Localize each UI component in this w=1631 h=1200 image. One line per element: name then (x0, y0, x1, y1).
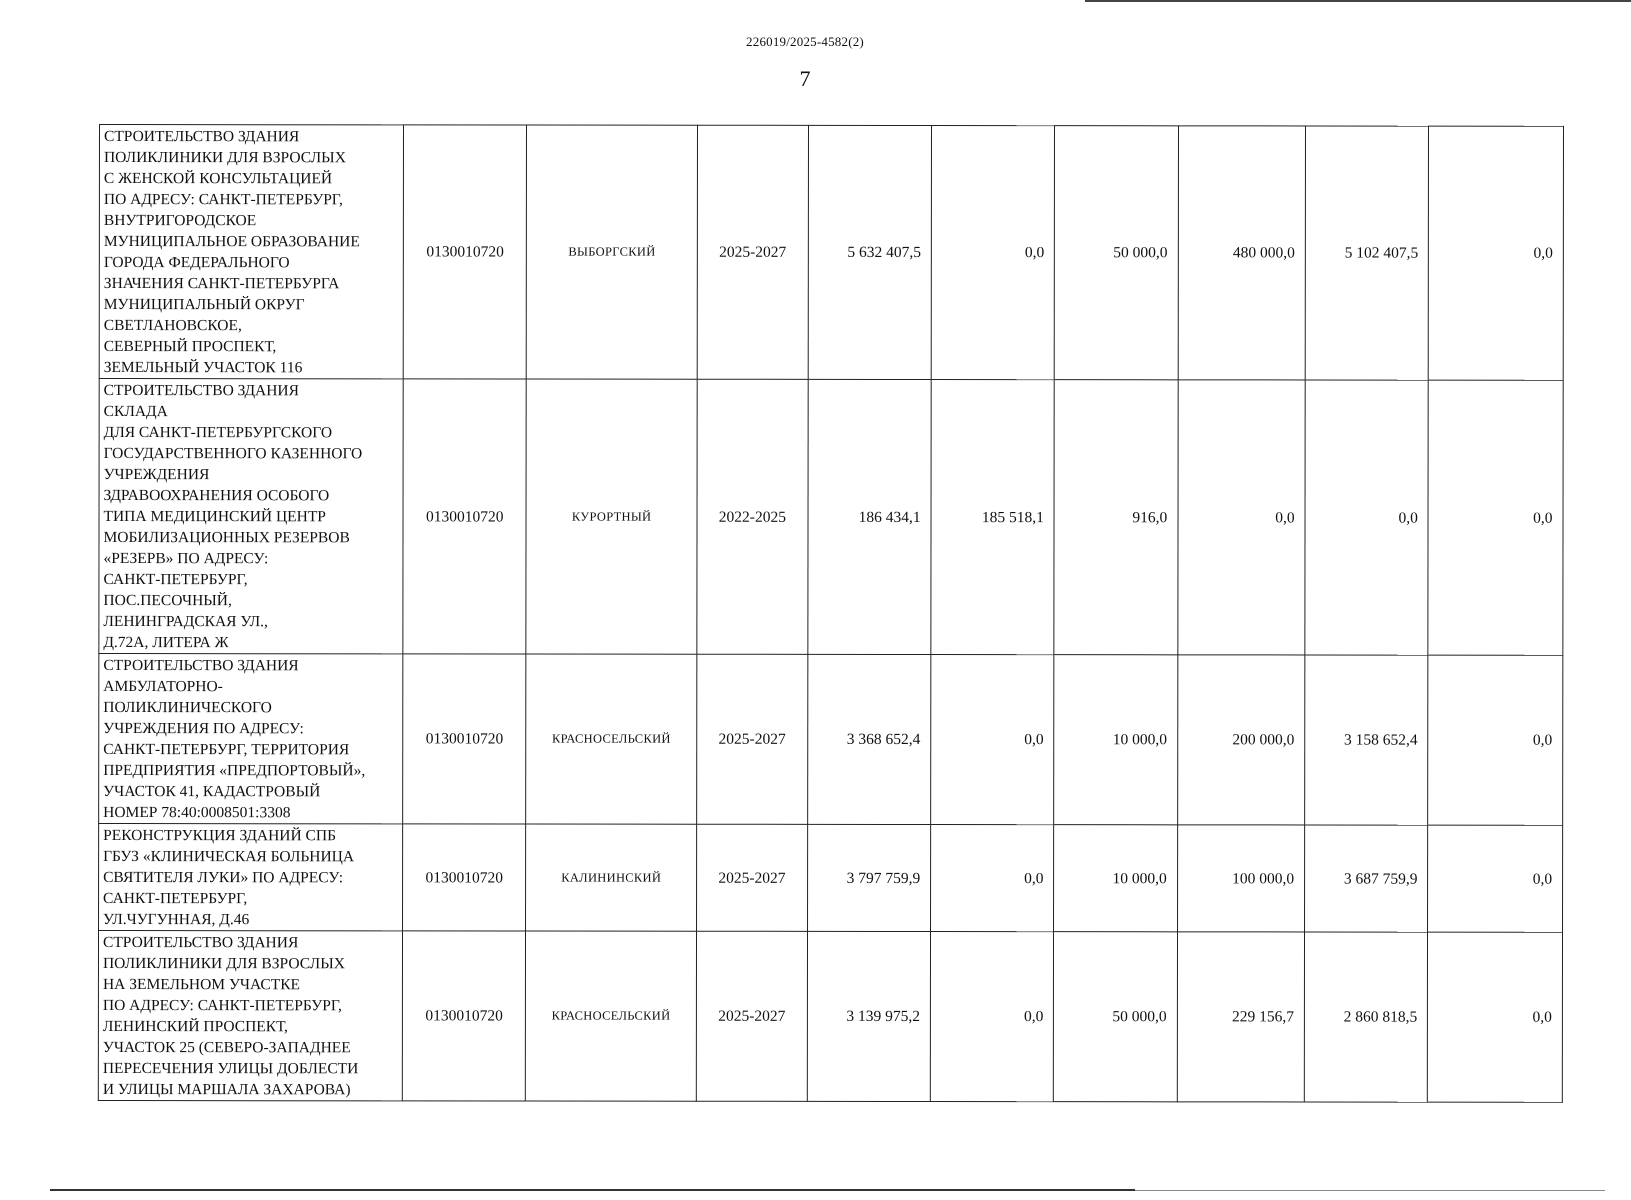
amount-col-3-cell: 480 000,0 (1178, 126, 1306, 380)
total-amount-cell: 186 434,1 (808, 379, 932, 654)
district-cell: КРАСНОСЕЛЬСКИЙ (526, 931, 697, 1101)
table-row (99, 824, 1563, 933)
amount-col-1-cell: 0,0 (931, 655, 1054, 825)
amount-col-2-cell: 10 000,0 (1054, 825, 1177, 932)
footer-divider (50, 1189, 1135, 1191)
amount-col-5-cell: 0,0 (1429, 126, 1564, 380)
amount-col-4-cell: 3 158 652,4 (1305, 655, 1428, 825)
amount-col-4-cell: 0,0 (1305, 380, 1429, 655)
table-body (98, 125, 1563, 1103)
project-name-cell: СТРОИТЕЛЬСТВО ЗДАНИЯ АМБУЛАТОРНО- ПОЛИКЛИНИЧЕСКОГО УЧРЕЖДЕНИЯ ПО АДРЕСУ: САНКТ-ПЕТЕРБУРГ, ТЕРРИТОРИЯ ПРЕДПРИЯТИЯ «ПРЕДПОРТОВЫЙ», УЧАСТОК 41, КАДАСТРОВЫЙ НОМЕР 78:40:0008501:3308 (99, 654, 403, 824)
period-cell: 2022-2025 (697, 379, 808, 654)
amount-col-4-cell: 3 687 759,9 (1305, 825, 1428, 932)
amount-col-5-cell: 0,0 (1428, 825, 1563, 932)
total-amount-cell: 3 368 652,4 (808, 654, 931, 824)
budget-code-cell: 0130010720 (403, 654, 526, 824)
total-amount-cell: 3 797 759,9 (807, 824, 930, 931)
amount-col-1-cell: 185 518,1 (931, 380, 1055, 655)
table-row (99, 379, 1563, 656)
amount-col-5-cell: 0,0 (1428, 380, 1563, 655)
table-row (98, 931, 1562, 1103)
total-amount-cell: 3 139 975,2 (807, 931, 930, 1101)
scan-top-line (1085, 0, 1631, 2)
budget-code-cell: 0130010720 (403, 824, 526, 931)
amount-col-2-cell: 50 000,0 (1055, 126, 1179, 380)
amount-col-3-cell: 229 156,7 (1177, 932, 1305, 1102)
period-cell: 2025-2027 (696, 931, 807, 1101)
district-cell: КУРОРТНЫЙ (526, 379, 697, 654)
budget-code-cell: 0130010720 (402, 931, 525, 1101)
page-number: 7 (799, 66, 811, 91)
project-name-cell: СТРОИТЕЛЬСТВО ЗДАНИЯ СКЛАДА ДЛЯ САНКТ-ПЕТЕРБУРГСКОГО ГОСУДАРСТВЕННОГО КАЗЕННОГО УЧРЕЖДЕНИЯ ЗДРАВООХРАНЕНИЯ ОСОБОГО ТИПА МЕДИЦИНСКИЙ ЦЕНТР МОБИЛИЗАЦИОННЫХ РЕЗЕРВОВ «РЕЗЕРВ» ПО АДРЕСУ: САНКТ-ПЕТЕРБУРГ, ПОС.ПЕСОЧНЫЙ, ЛЕНИНГРАДСКАЯ УЛ., Д.72А, ЛИТЕРА Ж (99, 379, 403, 654)
period-cell: 2025-2027 (697, 125, 808, 379)
amount-col-1-cell: 0,0 (931, 126, 1055, 380)
amount-col-1-cell: 0,0 (931, 825, 1054, 932)
footer-divider-faint (1135, 1190, 1605, 1191)
amount-col-2-cell: 50 000,0 (1054, 932, 1177, 1102)
total-amount-cell: 5 632 407,5 (808, 125, 932, 379)
budget-code-cell: 0130010720 (403, 125, 527, 379)
budget-code-cell: 0130010720 (403, 379, 527, 654)
budget-table-container (99, 124, 1564, 1101)
project-name-cell: СТРОИТЕЛЬСТВО ЗДАНИЯ ПОЛИКЛИНИКИ ДЛЯ ВЗРОСЛЫХ НА ЗЕМЕЛЬНОМ УЧАСТКЕ ПО АДРЕСУ: САНКТ-ПЕТЕРБУРГ, ЛЕНИНСКИЙ ПРОСПЕКТ, УЧАСТОК 25 (СЕВЕРО-ЗАПАДНЕЕ ПЕРЕСЕЧЕНИЯ УЛИЦЫ ДОБЛЕСТИ И УЛИЦЫ МАРШАЛА ЗАХАРОВА) (98, 931, 402, 1101)
amount-col-5-cell: 0,0 (1428, 932, 1563, 1102)
amount-col-2-cell: 916,0 (1054, 380, 1178, 655)
district-cell: КАЛИНИНСКИЙ (526, 824, 697, 931)
amount-col-1-cell: 0,0 (930, 932, 1053, 1102)
amount-col-4-cell: 5 102 407,5 (1305, 126, 1429, 380)
district-cell: КРАСНОСЕЛЬСКИЙ (526, 654, 697, 824)
amount-col-5-cell: 0,0 (1428, 655, 1563, 825)
amount-col-3-cell: 0,0 (1178, 380, 1306, 655)
amount-col-2-cell: 10 000,0 (1054, 655, 1177, 825)
table-row (99, 654, 1563, 826)
amount-col-3-cell: 100 000,0 (1177, 825, 1305, 932)
district-cell: ВЫБОРГСКИЙ (527, 125, 698, 379)
amount-col-3-cell: 200 000,0 (1177, 655, 1305, 825)
budget-table (98, 124, 1564, 1103)
table-row (99, 125, 1563, 381)
document-number: 226019/2025-4582(2) (746, 34, 864, 49)
amount-col-4-cell: 2 860 818,5 (1304, 932, 1427, 1102)
period-cell: 2025-2027 (697, 654, 808, 824)
project-name-cell: СТРОИТЕЛЬСТВО ЗДАНИЯ ПОЛИКЛИНИКИ ДЛЯ ВЗРОСЛЫХ С ЖЕНСКОЙ КОНСУЛЬТАЦИЕЙ ПО АДРЕСУ: САНКТ-ПЕТЕРБУРГ, ВНУТРИГОРОДСКОЕ МУНИЦИПАЛЬНОЕ ОБРАЗОВАНИЕ ГОРОДА ФЕДЕРАЛЬНОГО ЗНАЧЕНИЯ САНКТ-ПЕТЕРБУРГА МУНИЦИПАЛЬНЫЙ ОКРУГ СВЕТЛАНОВСКОЕ, СЕВЕРНЫЙ ПРОСПЕКТ, ЗЕМЕЛЬНЫЙ УЧАСТОК 116 (99, 125, 403, 379)
project-name-cell: РЕКОНСТРУКЦИЯ ЗДАНИЙ СПБ ГБУЗ «КЛИНИЧЕСКАЯ БОЛЬНИЦА СВЯТИТЕЛЯ ЛУКИ» ПО АДРЕСУ: САНКТ-ПЕТЕРБУРГ, УЛ.ЧУГУННАЯ, Д.46 (99, 824, 403, 931)
period-cell: 2025-2027 (696, 824, 807, 931)
